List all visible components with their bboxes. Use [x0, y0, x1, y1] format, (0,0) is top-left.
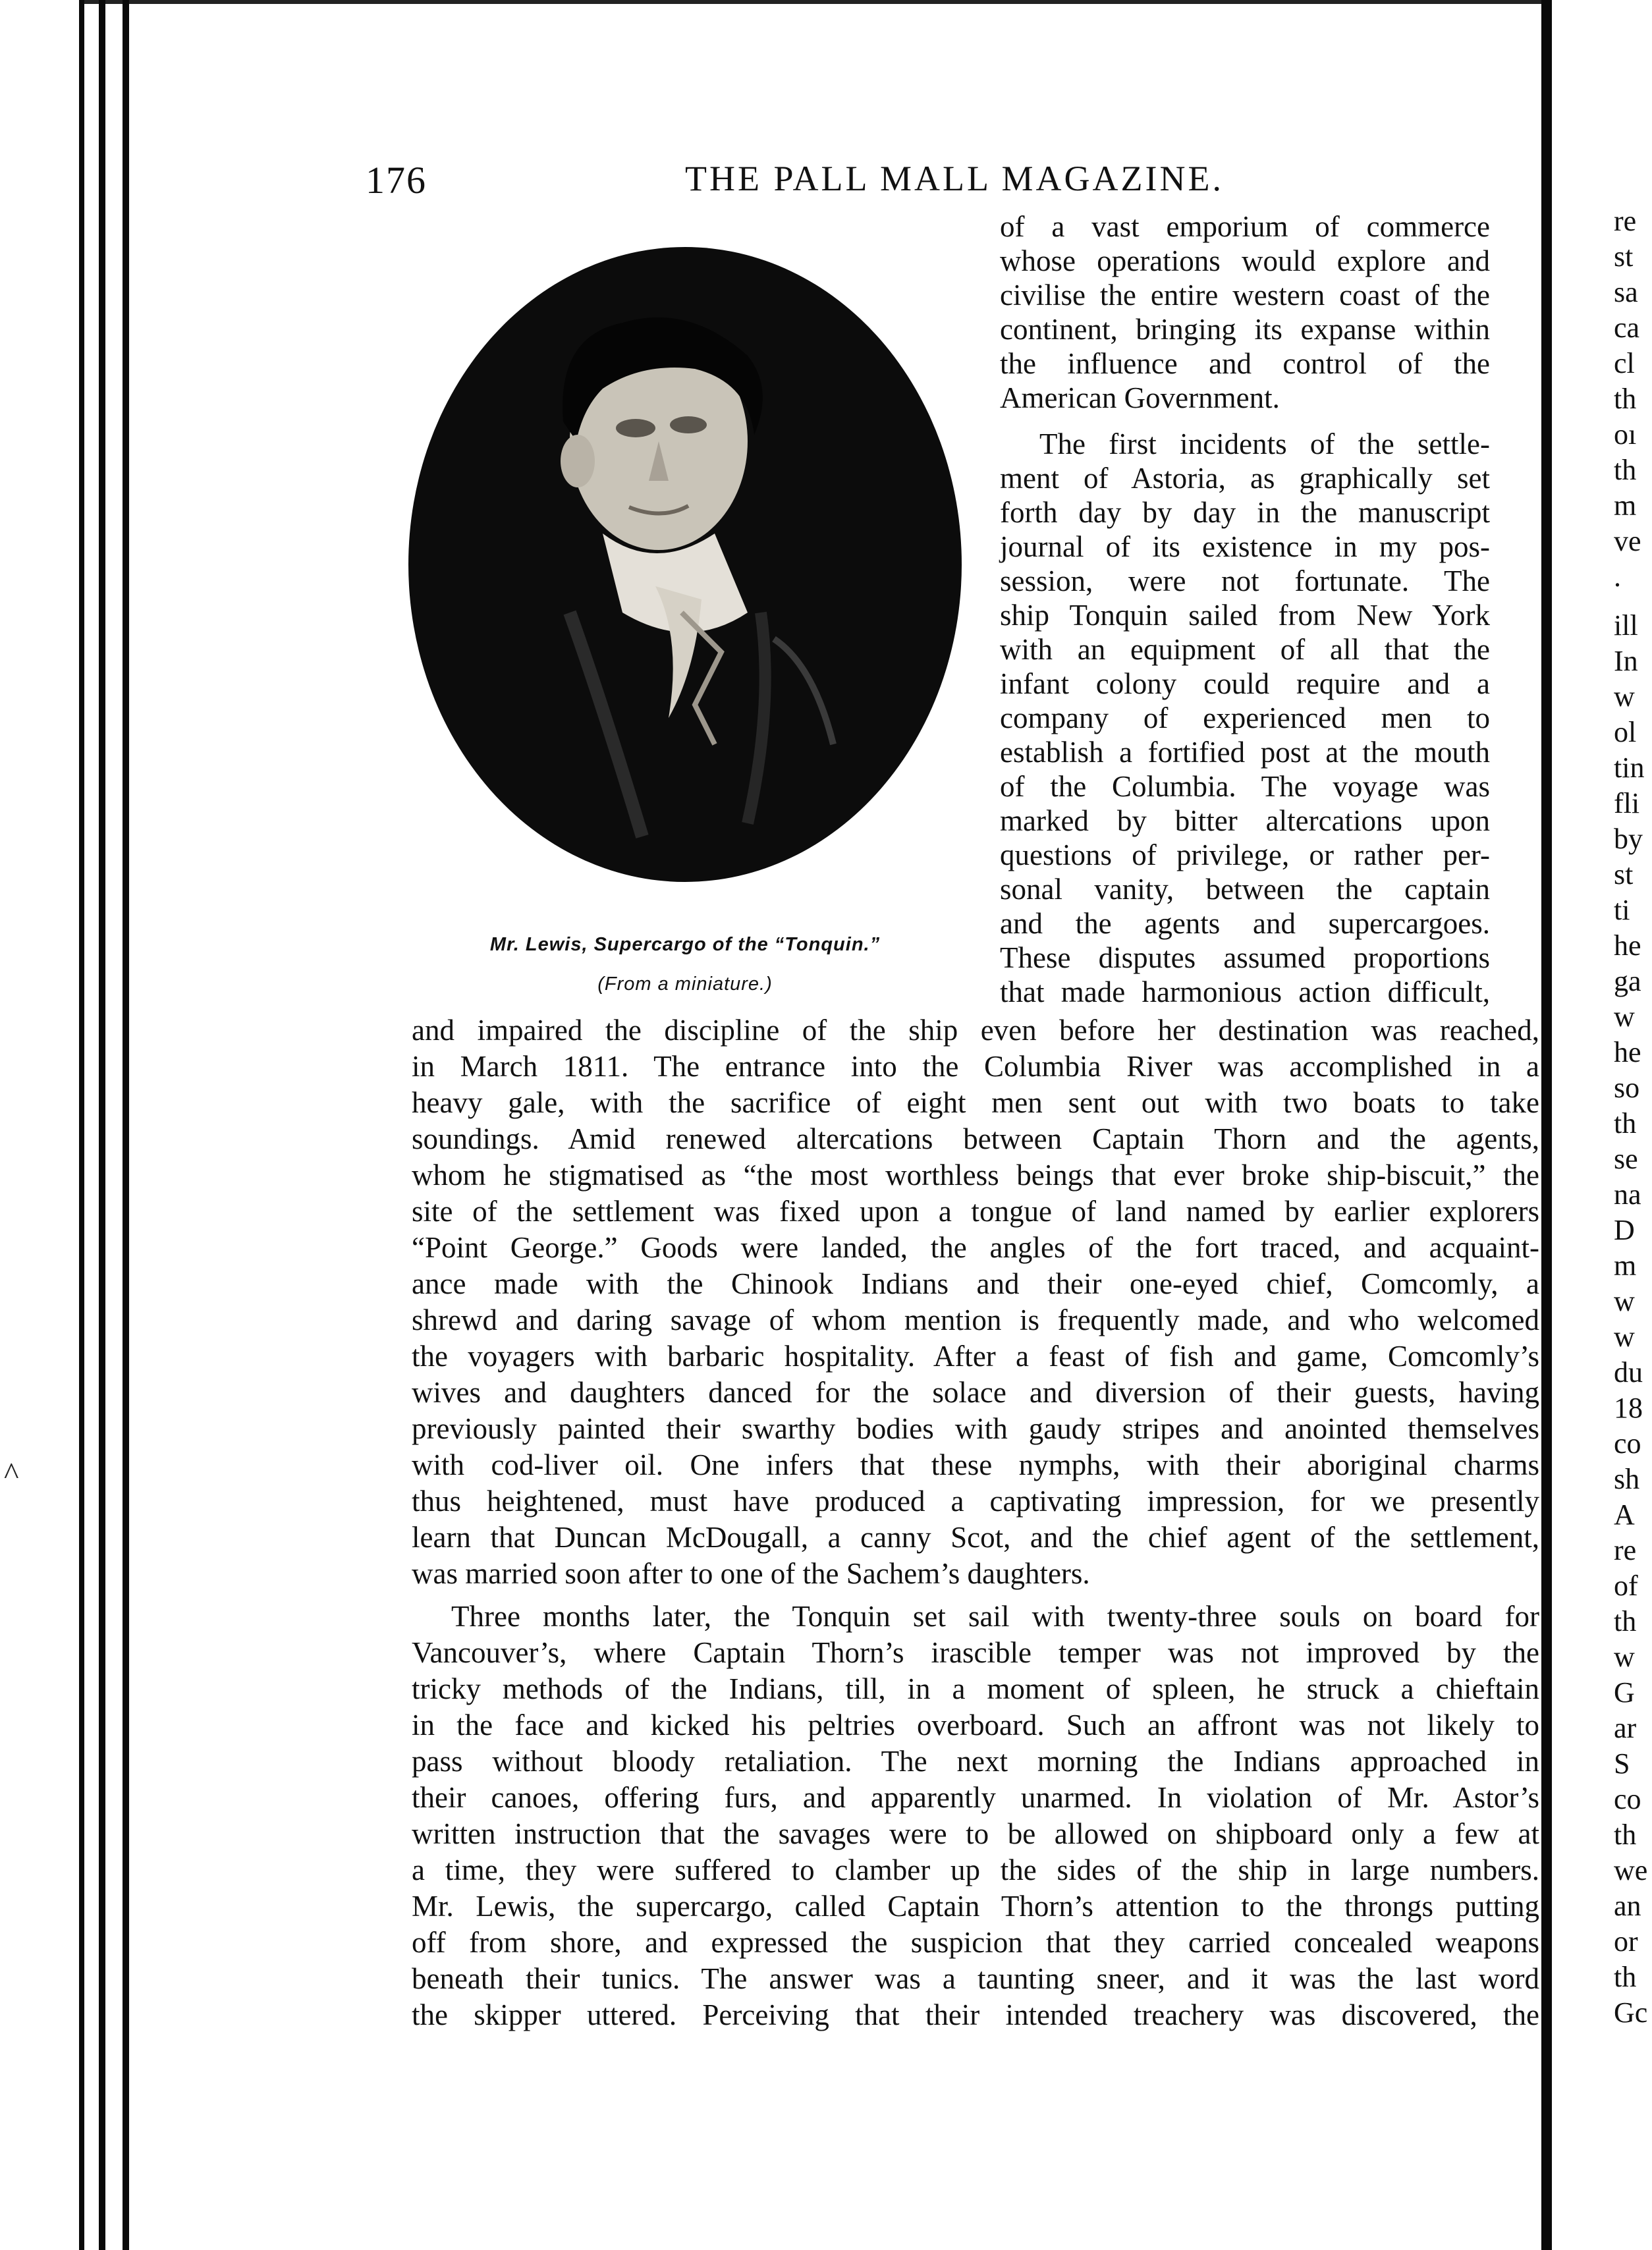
illustration-caption: Mr. Lewis, Supercargo of the “Tonquin.”: [489, 934, 881, 955]
facing-page-fragment: ti: [1614, 894, 1630, 926]
facing-page-fragment: st: [1614, 858, 1634, 891]
facing-page-fragment: 18: [1614, 1392, 1643, 1424]
facing-page-fragment: A: [1614, 1498, 1635, 1531]
text-line: thus heightened, must have produced a captivating impression, for we presently: [412, 1485, 1539, 1518]
text-line: a time, they were suffered to clamber up the sides of the ship in large numbers.: [412, 1853, 1539, 1886]
facing-page-fragment: w: [1614, 1285, 1635, 1317]
text-line: beneath their tunics. The answer was a taunting sneer, and it was the last word: [412, 1962, 1539, 1995]
facing-page-fragment: D: [1614, 1214, 1635, 1246]
facing-page-fragment: he: [1614, 1036, 1641, 1068]
text-line: written instruction that the savages were to be allowed on shipboard only a few at: [412, 1817, 1539, 1850]
text-line: civilise the entire western coast of the: [1000, 279, 1490, 312]
facing-page-fragment: th: [1614, 1605, 1637, 1637]
text-line: company of experienced men to: [1000, 701, 1490, 734]
text-line: in the face and kicked his peltries overboard. Such an affront was not likely to: [412, 1709, 1539, 1742]
page-number: 176: [366, 159, 427, 202]
text-line: infant colony could require and a: [1000, 667, 1490, 700]
scan-left-edge: [123, 0, 129, 2250]
illustration-caption-source: (From a miniature.): [597, 974, 773, 995]
text-line: questions of privilege, or rather per-: [1000, 838, 1490, 871]
text-line: and the agents and supercargoes.: [1000, 907, 1490, 940]
scan-left-edge: [79, 0, 84, 2250]
facing-page-fragment: w: [1614, 680, 1635, 713]
facing-page-fragment: cl: [1614, 347, 1635, 379]
text-line: that made harmonious action difficult,: [1000, 975, 1490, 1008]
facing-page-fragment: he: [1614, 929, 1641, 962]
facing-page-fragment: tin: [1614, 752, 1645, 784]
facing-page-fragment: m: [1614, 489, 1637, 522]
text-line: of the Columbia. The voyage was: [1000, 770, 1490, 803]
text-line: wives and daughters danced for the solace and diversion of their guests, having: [412, 1376, 1539, 1409]
facing-page-fragment: ol: [1614, 716, 1637, 748]
facing-page-fragment: re: [1614, 205, 1637, 237]
text-line: tricky methods of the Indians, till, in a moment of spleen, he struck a chieftain: [412, 1672, 1539, 1705]
text-line: was married soon after to one of the Sachem’s daughters.: [412, 1557, 1090, 1590]
text-line: previously painted their swarthy bodies with gaudy stripes and anointed themselves: [412, 1412, 1539, 1445]
facing-page-fragment: an: [1614, 1890, 1641, 1922]
facing-page-fragment: sh: [1614, 1463, 1640, 1495]
text-line: American Government.: [1000, 381, 1280, 414]
text-line: whom he stigmatised as “the most worthless beings that ever broke ship-biscuit,” the: [412, 1159, 1539, 1192]
text-line: off from shore, and expressed the suspicion that they carried concealed weapons: [412, 1926, 1539, 1959]
scan-left-edge: [99, 0, 105, 2250]
facing-page-fragment: so: [1614, 1072, 1640, 1104]
text-line: soundings. Amid renewed altercations between Captain Thorn and the agents,: [412, 1122, 1539, 1155]
text-line: shrewd and daring savage of whom mention is frequently made, and who welcomed: [412, 1303, 1539, 1336]
facing-page-fragment: fli: [1614, 787, 1640, 819]
text-line: Three months later, the Tonquin set sail with twenty-three souls on board for: [451, 1600, 1539, 1633]
text-line: the voyagers with barbaric hospitality. After a feast of fish and game, Comcomly’s: [412, 1340, 1539, 1373]
facing-page-fragment: th: [1614, 383, 1637, 415]
text-line: These disputes assumed proportions: [1000, 941, 1490, 974]
text-line: the influence and control of the: [1000, 347, 1490, 380]
text-line: with cod-liver oil. One infers that these nymphs, with their aboriginal charms: [412, 1448, 1539, 1481]
facing-page-fragment: du: [1614, 1356, 1643, 1388]
facing-page-fragment: oı: [1614, 418, 1637, 451]
text-line: ship Tonquin sailed from New York: [1000, 599, 1490, 632]
facing-page-fragment: we: [1614, 1854, 1648, 1886]
text-line: whose operations would explore and: [1000, 244, 1490, 277]
text-line: journal of its existence in my pos-: [1000, 530, 1490, 563]
text-line: with an equipment of all that the: [1000, 633, 1490, 666]
running-title: THE PALL MALL MAGAZINE.: [685, 159, 1224, 198]
facing-page-fragment: co: [1614, 1783, 1641, 1815]
facing-page-fragment: ca: [1614, 312, 1640, 344]
facing-page-fragment: st: [1614, 240, 1634, 273]
text-line: heavy gale, with the sacrifice of eight men sent out with two boats to take: [412, 1086, 1539, 1119]
text-line: pass without bloody retaliation. The next morning the Indians approached in: [412, 1745, 1539, 1778]
facing-page-fragment: ga: [1614, 965, 1641, 997]
text-line: continent, bringing its expanse within: [1000, 313, 1490, 346]
facing-page-fragment: sa: [1614, 276, 1638, 308]
text-line: “Point George.” Goods were landed, the angles of the fort traced, and acquaint-: [412, 1231, 1539, 1264]
facing-page-fragment: of: [1614, 1570, 1638, 1602]
text-line: The first incidents of the settle-: [1039, 427, 1490, 460]
facing-page-fragment: th: [1614, 1819, 1637, 1851]
facing-page-fragment: th: [1614, 454, 1637, 486]
scan-mark: ^: [4, 1456, 19, 1491]
text-line: site of the settlement was fixed upon a tongue of land named by earlier explorers: [412, 1195, 1539, 1228]
scan-top-edge: [79, 0, 1552, 4]
facing-page-fragment: ill: [1614, 609, 1638, 642]
scan-gutter-edge: [1541, 0, 1552, 2250]
facing-page-fragment: m: [1614, 1249, 1637, 1282]
text-line: ance made with the Chinook Indians and their one-eyed chief, Comcomly, a: [412, 1267, 1539, 1300]
text-line: of a vast emporium of commerce: [1000, 210, 1490, 243]
facing-page-fragment: re: [1614, 1534, 1637, 1566]
text-line: in March 1811. The entrance into the Columbia River was accomplished in a: [412, 1050, 1539, 1083]
text-line: forth day by day in the manuscript: [1000, 496, 1490, 529]
portrait-illustration: [405, 244, 965, 886]
facing-page-fragment: th: [1614, 1961, 1637, 1993]
facing-page-fragment: G: [1614, 1676, 1635, 1709]
facing-page-fragment: S: [1614, 1747, 1630, 1780]
text-line: sonal vanity, between the captain: [1000, 873, 1490, 906]
facing-page-fragment: or: [1614, 1925, 1638, 1958]
text-line: session, were not fortunate. The: [1000, 564, 1490, 597]
facing-page-fragment: w: [1614, 1641, 1635, 1673]
facing-page-fragment: th: [1614, 1107, 1637, 1139]
facing-page-fragment: se: [1614, 1143, 1638, 1175]
text-line: their canoes, offering furs, and apparently unarmed. In violation of Mr. Astor’s: [412, 1781, 1539, 1814]
facing-page-fragment: w: [1614, 1321, 1635, 1353]
text-line: ment of Astoria, as graphically set: [1000, 462, 1490, 495]
text-line: marked by bitter altercations upon: [1000, 804, 1490, 837]
facing-page-fragment: .: [1614, 561, 1621, 593]
text-line: and impaired the discipline of the ship even before her destination was reached,: [412, 1014, 1539, 1047]
text-line: the skipper uttered. Perceiving that their intended treachery was discovered, the: [412, 1998, 1539, 2031]
text-line: learn that Duncan McDougall, a canny Scot, and the chief agent of the settlement,: [412, 1521, 1539, 1554]
text-line: Vancouver’s, where Captain Thorn’s irascible temper was not improved by the: [412, 1636, 1539, 1669]
facing-page-fragment: In: [1614, 645, 1638, 677]
text-line: establish a fortified post at the mouth: [1000, 736, 1490, 769]
facing-page-fragment: ve: [1614, 525, 1641, 557]
facing-page-fragment: na: [1614, 1178, 1641, 1211]
facing-page-fragment: w: [1614, 1001, 1635, 1033]
text-line: Mr. Lewis, the supercargo, called Captain Thorn’s attention to the throngs putting: [412, 1890, 1539, 1923]
facing-page-fragment: by: [1614, 823, 1643, 855]
facing-page-fragment: ar: [1614, 1712, 1637, 1744]
facing-page-fragment: Gc: [1614, 1996, 1648, 2029]
facing-page-fragment: co: [1614, 1427, 1641, 1460]
